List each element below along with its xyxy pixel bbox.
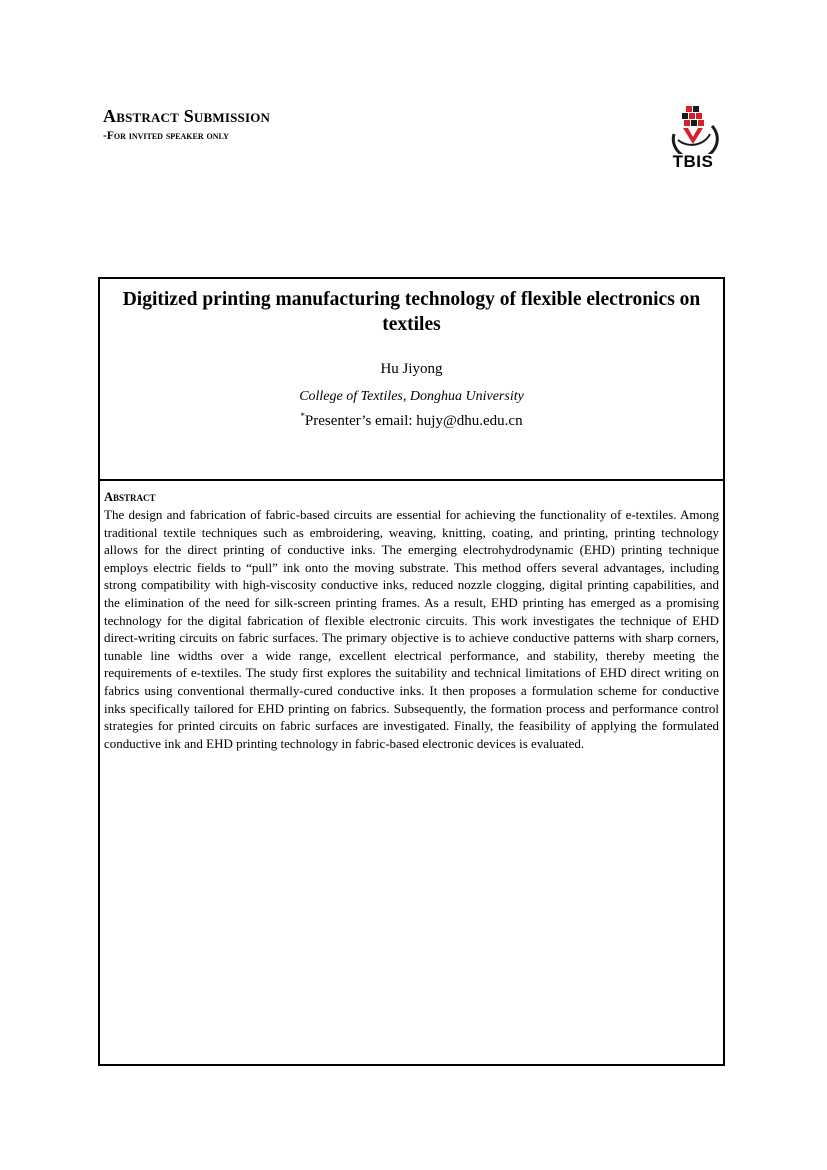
abstract-form-box [98,277,725,1066]
tbis-logo-text: TBIS [672,152,714,171]
presenter-email-line [100,411,723,430]
submission-header-subtitle: -For invited speaker only [103,130,229,142]
abstract-body: The design and fabrication of fabric-based circuits are essential for achieving the functionality of e-textiles. Among traditional textile techniques such as embroidering, weaving, knitting, coating, and printing, printing technology allows for the direct printing of conductive inks. The emerging electrohydrodynamic (EHD) printing technique employs electric fields to “pull” ink onto the moving substrate. This method offers several advantages, including strong compatibility with high-viscosity conductive inks, reduced nozzle clogging, digital printing capabilities, and the elimination of the need for silk-screen printing frames. As a result, EHD printing has emerged as a promising technology for the digital fabrication of flexible electronic circuits. This work investigates the technique of EHD direct-writing circuits on fabric surfaces. The primary objective is to achieve conductive patterns with sharp corners, tunable line widths over a wide range, excellent electrical performance, and stability, thereby meeting the requirements of e-textiles. The study first explores the suitability and technical limitations of EHD direct writing on fabrics using conventional thermally-cured conductive inks. It then proposes a formulation scheme for conductive inks specifically tailored for EHD printing on fabrics. Subsequently, the formation process and performance control strategies for printed circuits on fabric surfaces are investigated. Finally, the feasibility of applying the formulated conductive ink and EHD printing technology in fabric-based electronic devices is evaluated. [104,507,719,751]
abstract-heading: Abstract [104,490,156,504]
tbis-logo-icon [666,104,720,154]
author-affiliation: College of Textiles, Donghua University [299,389,524,404]
submission-header-title: Abstract Submission [103,106,271,126]
author-name: Hu Jiyong [380,361,443,377]
tbis-logo [666,104,720,174]
email-marker: * [300,411,305,421]
abstract-section [104,489,719,752]
paper-title: Digitized printing manufacturing technology of flexible electronics on textiles [122,289,701,335]
presenter-email: Presenter’s email: hujy@dhu.edu.cn [304,413,523,429]
title-section [100,279,723,481]
